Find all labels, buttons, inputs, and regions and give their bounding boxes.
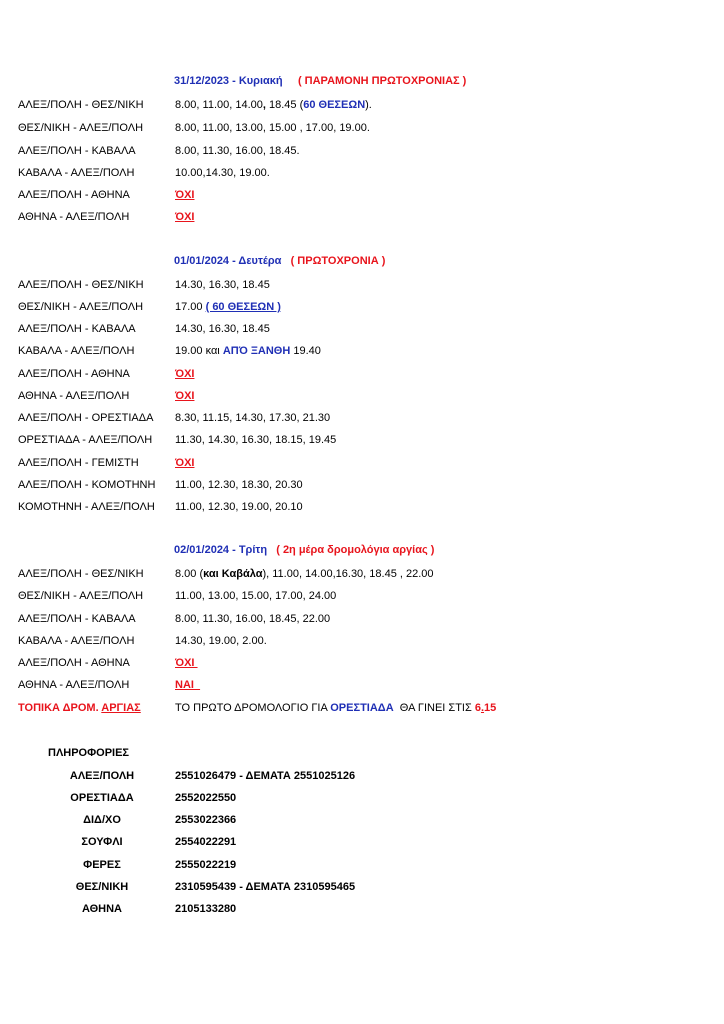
route-times-no: ΌΧΙ — [175, 189, 195, 201]
route-times-no: ΌΧΙ — [175, 657, 198, 669]
local-routes-text: ΤΟΠΙΚΑ ΔΡΟΜ. — [18, 702, 102, 714]
times-part: ), 11.00, 14.00,16.30, 18.45 , 22.00 — [262, 568, 434, 580]
seats-note: 60 ΘΕΣΕΩΝ — [303, 99, 366, 111]
route-label: ΑΛΕΞ/ΠΟΛΗ - ΚΑΒΑΛΑ — [18, 145, 136, 157]
route-label: ΘΕΣ/ΝΙΚΗ - ΑΛΕΞ/ΠΟΛΗ — [18, 590, 144, 602]
route-label: ΑΘΗΝΑ - ΑΛΕΞ/ΠΟΛΗ — [18, 679, 130, 691]
route-label: ΑΛΕΞ/ΠΟΛΗ - ΘΕΣ/ΝΙΚΗ — [18, 568, 144, 580]
times-part: 19.00 και — [175, 345, 223, 357]
route-label: ΑΛΕΞ/ΠΟΛΗ - ΓΕΜΙΣΤΗ — [18, 457, 139, 469]
route-label: ΑΛΕΞ/ΠΟΛΗ - ΚΑΒΑΛΑ — [18, 323, 136, 335]
info-city: ΟΡΕΣΤΙΑΔΑ — [70, 792, 134, 804]
times-part: 17.00 — [175, 301, 206, 313]
route-label: ΑΘΗΝΑ - ΑΛΕΞ/ΠΟΛΗ — [18, 211, 130, 223]
first-time-dot: . — [480, 702, 485, 714]
info-city: ΣΟΥΦΛΙ — [81, 836, 123, 848]
route-times-no: ΌΧΙ — [175, 211, 195, 223]
route-times: 14.30, 19.00, 2.00. — [175, 635, 267, 647]
route-label: ΑΛΕΞ/ΠΟΛΗ - ΑΘΗΝΑ — [18, 189, 130, 201]
section-note: ( 2η μέρα δρομολόγια αργίας ) — [276, 544, 435, 556]
route-times-yes: ΝΑΙ — [175, 679, 201, 691]
route-label: ΑΛΕΞ/ΠΟΛΗ - ΘΕΣ/ΝΙΚΗ — [18, 99, 144, 111]
section-date: 02/01/2024 - Τρίτη — [174, 544, 268, 556]
info-row — [0, 901, 724, 917]
info-row — [0, 790, 724, 806]
times-part: ΘΑ ΓΙΝΕΙ ΣΤΙΣ — [393, 702, 475, 714]
info-row — [0, 768, 724, 784]
route-label: ΚΑΒΑΛΑ - ΑΛΕΞ/ΠΟΛΗ — [18, 345, 135, 357]
route-times — [175, 343, 321, 359]
info-row — [0, 812, 724, 828]
route-label: ΚΑΒΑΛΑ - ΑΛΕΞ/ΠΟΛΗ — [18, 167, 135, 179]
times-part: 18.45 ( — [265, 99, 304, 111]
section-note: ( ΠΑΡΑΜΟΝΗ ΠΡΩΤΟΧΡΟΝΙΑΣ ) — [297, 75, 467, 87]
local-routes-argias: ΑΡΓΙΑΣ — [101, 702, 141, 714]
info-row — [0, 857, 724, 873]
route-label: ΑΛΕΞ/ΠΟΛΗ - ΑΘΗΝΑ — [18, 368, 130, 380]
route-times-no: ΌΧΙ — [175, 368, 195, 380]
times-part: , — [262, 99, 266, 111]
route-times — [175, 97, 372, 113]
info-city: ΔΙΔ/ΧΟ — [83, 814, 121, 826]
times-part: ). — [365, 99, 372, 111]
route-label: ΘΕΣ/ΝΙΚΗ - ΑΛΕΞ/ΠΟΛΗ — [18, 301, 144, 313]
xanthi-note: ΑΠΌ ΞΑΝΘΗ — [222, 345, 291, 357]
route-label: ΑΘΗΝΑ - ΑΛΕΞ/ΠΟΛΗ — [18, 390, 130, 402]
route-times-no: ΌΧΙ — [175, 390, 195, 402]
route-times: 11.30, 14.30, 16.30, 18.15, 19.45 — [175, 434, 337, 446]
route-times: 10.00,14.30, 19.00. — [175, 167, 270, 179]
section-date: 31/12/2023 - Κυριακή — [174, 75, 283, 87]
info-phone: 2554022291 — [175, 836, 237, 848]
times-part: 19.40 — [290, 345, 321, 357]
info-phone: 2552022550 — [175, 792, 237, 804]
route-times: 8.00, 11.00, 13.00, 15.00 , 17.00, 19.00. — [175, 122, 370, 134]
info-city: ΦΕΡΕΣ — [83, 859, 121, 871]
info-city: ΘΕΣ/ΝΙΚΗ — [75, 881, 129, 893]
route-label: ΑΛΕΞ/ΠΟΛΗ - ΘΕΣ/ΝΙΚΗ — [18, 279, 144, 291]
info-city: ΑΘΗΝΑ — [81, 903, 123, 915]
times-part: 8.00 ( — [175, 568, 204, 580]
route-label: ΑΛΕΞ/ΠΟΛΗ - ΟΡΕΣΤΙΑΔΑ — [18, 412, 154, 424]
route-times — [175, 700, 496, 716]
route-label: ΟΡΕΣΤΙΑΔΑ - ΑΛΕΞ/ΠΟΛΗ — [18, 434, 153, 446]
times-part: ΤΟ ΠΡΩΤΟ ΔΡΟΜΟΛΟΓΙΟ ΓΙΑ — [175, 702, 331, 714]
info-title: ΠΛΗΡΟΦΟΡΙΕΣ — [48, 747, 130, 759]
info-row — [0, 834, 724, 850]
info-phone: 2553022366 — [175, 814, 237, 826]
route-label: ΚΑΒΑΛΑ - ΑΛΕΞ/ΠΟΛΗ — [18, 635, 135, 647]
route-times: 11.00, 13.00, 15.00, 17.00, 24.00 — [175, 590, 337, 602]
route-times: 14.30, 16.30, 18.45 — [175, 279, 270, 291]
info-row — [0, 879, 724, 895]
route-label: ΑΛΕΞ/ΠΟΛΗ - ΑΘΗΝΑ — [18, 657, 130, 669]
info-phone: 2105133280 — [175, 903, 237, 915]
route-label: ΚΟΜΟΤΗΝΗ - ΑΛΕΞ/ΠΟΛΗ — [18, 501, 155, 513]
route-times: 8.00, 11.30, 16.00, 18.45, 22.00 — [175, 613, 331, 625]
seats-note: ( 60 ΘΕΣΕΩΝ ) — [205, 301, 281, 313]
section-note: ( ΠΡΩΤΟΧΡΟΝΙΑ ) — [290, 255, 386, 267]
route-label: ΘΕΣ/ΝΙΚΗ - ΑΛΕΞ/ΠΟΛΗ — [18, 122, 144, 134]
info-phone: 2555022219 — [175, 859, 237, 871]
route-times: 11.00, 12.30, 19.00, 20.10 — [175, 501, 303, 513]
route-times: 11.00, 12.30, 18.30, 20.30 — [175, 479, 303, 491]
route-times: 8.30, 11.15, 14.30, 17.30, 21.30 — [175, 412, 331, 424]
section-header — [174, 255, 385, 267]
route-times-no: ΌΧΙ — [175, 457, 195, 469]
first-time-hour: 6 — [474, 702, 481, 714]
section-header — [174, 544, 434, 556]
times-part: 8.00, 11.00, 14.00 — [175, 99, 263, 111]
local-routes-label — [18, 700, 141, 716]
route-times: 14.30, 16.30, 18.45 — [175, 323, 270, 335]
route-label: ΑΛΕΞ/ΠΟΛΗ - ΚΑΒΑΛΑ — [18, 613, 136, 625]
route-times — [175, 299, 281, 315]
route-times — [175, 566, 434, 582]
route-label: ΑΛΕΞ/ΠΟΛΗ - ΚΟΜΟΤΗΝΗ — [18, 479, 156, 491]
orestiada-note: ΟΡΕΣΤΙΑΔΑ — [330, 702, 394, 714]
info-phone: 2310595439 - ΔΕΜΑΤΑ 2310595465 — [175, 881, 356, 893]
section-header — [174, 75, 466, 87]
info-city: ΑΛΕΞ/ΠΟΛΗ — [69, 770, 135, 782]
route-times: 8.00, 11.30, 16.00, 18.45. — [175, 145, 300, 157]
first-time-min: 15 — [484, 702, 497, 714]
section-date: 01/01/2024 - Δευτέρα — [174, 255, 282, 267]
info-phone: 2551026479 - ΔΕΜΑΤΑ 2551025126 — [175, 770, 356, 782]
kavala-note: και Καβάλα — [203, 568, 263, 580]
